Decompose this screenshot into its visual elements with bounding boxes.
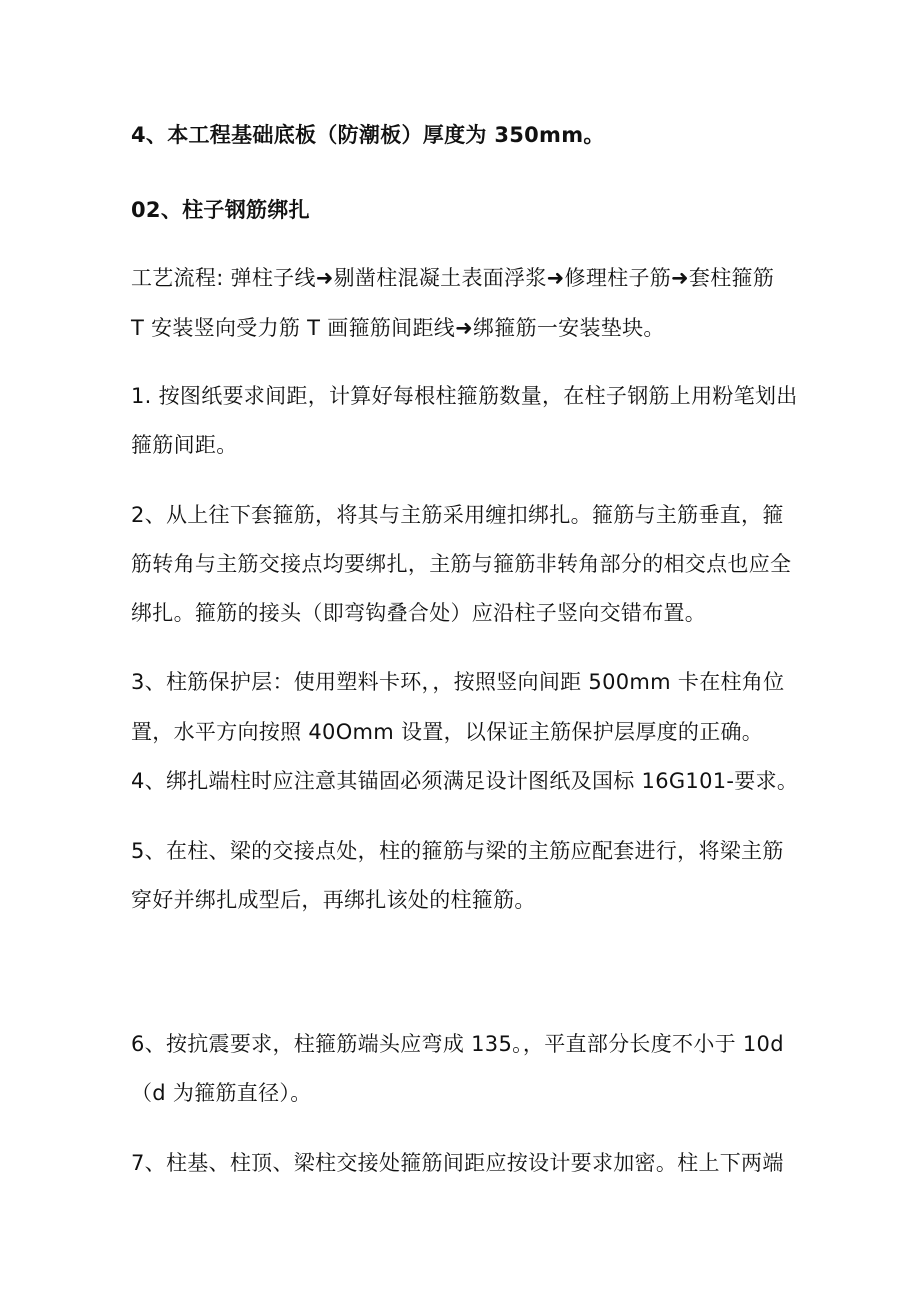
item-1-line-1: 1. 按图纸要求间距，计算好每根柱箍筋数量，在柱子钢筋上用粉笔划出 xyxy=(131,384,798,408)
process-flow-line-2: T 安装竖向受力筋 T 画箍筋间距线➜绑箍筋一安装垫块。 xyxy=(131,316,665,340)
process-flow-line-1: 工艺流程: 弹柱子线➜剔凿柱混凝土表面浮浆➜修理柱子筋➜套柱箍筋 xyxy=(131,266,775,290)
item-2-line-3: 绑扎。箍筋的接头（即弯钩叠合处）应沿柱子竖向交错布置。 xyxy=(131,601,707,625)
item-6-line-1: 6、按抗震要求，柱箍筋端头应弯成 135。，平直部分长度不小于 10d xyxy=(131,1032,784,1056)
item-1-line-2: 箍筋间距。 xyxy=(131,433,238,457)
item-6-line-2: （d 为箍筋直径）。 xyxy=(131,1081,312,1105)
item-3-line-2: 置，水平方向按照 40Omm 设置，以保证主筋保护层厚度的正确。 xyxy=(131,720,764,744)
item-5-line-2: 穿好并绑扎成型后，再绑扎该处的柱箍筋。 xyxy=(131,888,536,912)
item-2-line-2: 筋转角与主筋交接点均要绑扎，主筋与箍筋非转角部分的相交点也应全 xyxy=(131,552,792,576)
item-2-line-1: 2、从上往下套箍筋，将其与主筋采用缠扣绑扎。箍筋与主筋垂直，箍 xyxy=(131,503,784,527)
foundation-thickness-heading: 4、本工程基础底板（防潮板）厚度为 350mm。 xyxy=(131,123,605,147)
item-5-line-1: 5、在柱、梁的交接点处，柱的箍筋与梁的主筋应配套进行，将梁主筋 xyxy=(131,839,784,863)
section-title: 02、柱子钢筋绑扎 xyxy=(131,198,310,222)
item-3-line-1: 3、柱筋保护层：使用塑料卡环，，按照竖向间距 500mm 卡在柱角位 xyxy=(131,670,785,694)
item-4-line-1: 4、绑扎端柱时应注意其锚固必须满足设计图纸及国标 16G101-要求。 xyxy=(131,769,799,793)
item-7-line-1: 7、柱基、柱顶、梁柱交接处箍筋间距应按设计要求加密。柱上下两端 xyxy=(131,1151,784,1175)
